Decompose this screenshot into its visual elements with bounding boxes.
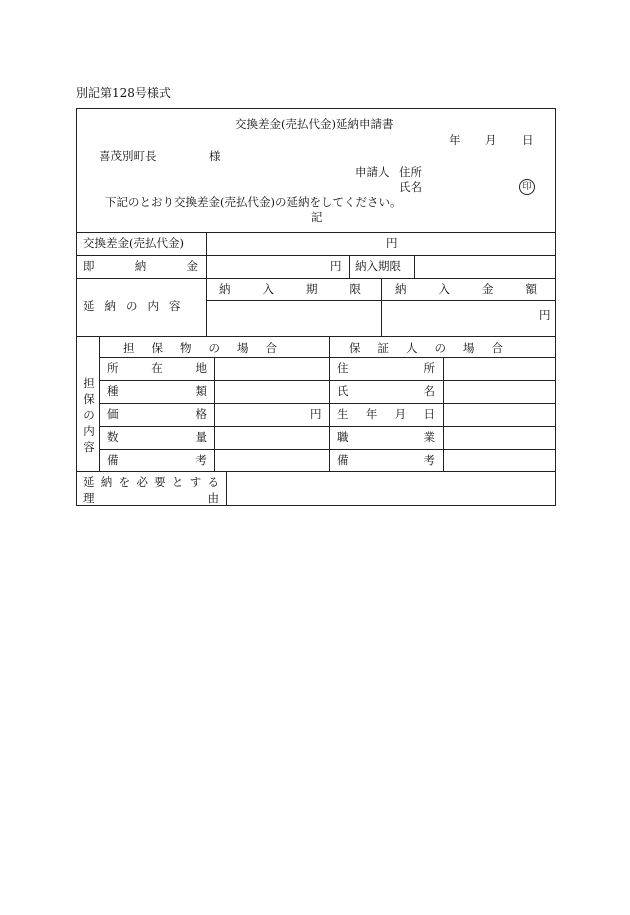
form-title: 交換差金(売払代金)延納申請書 (235, 117, 394, 131)
price-unit: 円 (310, 407, 322, 421)
addressee: 喜茂別町長 (99, 149, 157, 163)
name-label: 氏名 (399, 180, 422, 194)
property-row-price: 価 格 (107, 407, 207, 421)
period-header: 納入期限 (219, 282, 393, 296)
guarantor-row-birthdate: 生 年 月 日 (337, 407, 435, 421)
date-day: 日 (522, 133, 534, 147)
address-label: 住所 (399, 165, 422, 179)
exchange-unit: 円 (386, 236, 398, 250)
deadline-label: 納入期限 (355, 259, 401, 273)
amount-header: 納入金額 (395, 282, 569, 296)
property-row-type: 種 類 (107, 384, 207, 398)
property-row-quantity: 数 量 (107, 430, 207, 444)
form-number-caption: 別記第128号様式 (76, 86, 171, 100)
guarantor-header: 保証人の場合 (349, 341, 520, 355)
addressee-honorific: 様 (209, 149, 221, 163)
immediate-label: 即 納 金 (83, 259, 198, 273)
collateral-label: 担保の内容 (83, 376, 95, 454)
applicant-label: 申請人 (355, 165, 390, 179)
guarantor-row-occupation: 職 業 (337, 430, 435, 444)
property-row-location: 所 在 地 (107, 361, 207, 375)
guarantor-row-name: 氏 名 (337, 384, 435, 398)
exchange-label: 交換差金(売払代金) (83, 236, 184, 250)
guarantor-row-remarks: 備 考 (337, 453, 435, 467)
ki-heading: 記 (311, 210, 323, 224)
property-row-remarks: 備 考 (107, 453, 207, 467)
property-header: 担保物の場合 (123, 341, 294, 355)
date-year: 年 (449, 133, 461, 147)
seal-mark-icon: 印 (519, 179, 535, 195)
deferred-unit: 円 (539, 308, 551, 322)
deferred-label: 延納の内容 (83, 299, 191, 313)
immediate-unit: 円 (330, 259, 342, 273)
guarantor-row-address: 住 所 (337, 361, 435, 375)
date-month: 月 (485, 133, 497, 147)
reason-label-line1: 延 納 を 必 要 と す る (83, 475, 219, 489)
application-form-frame (76, 108, 569, 506)
reason-label-line2: 理 由 (83, 491, 219, 505)
intro-text: 下記のとおり交換差金(売払代金)の延納をしてください。 (105, 195, 402, 209)
